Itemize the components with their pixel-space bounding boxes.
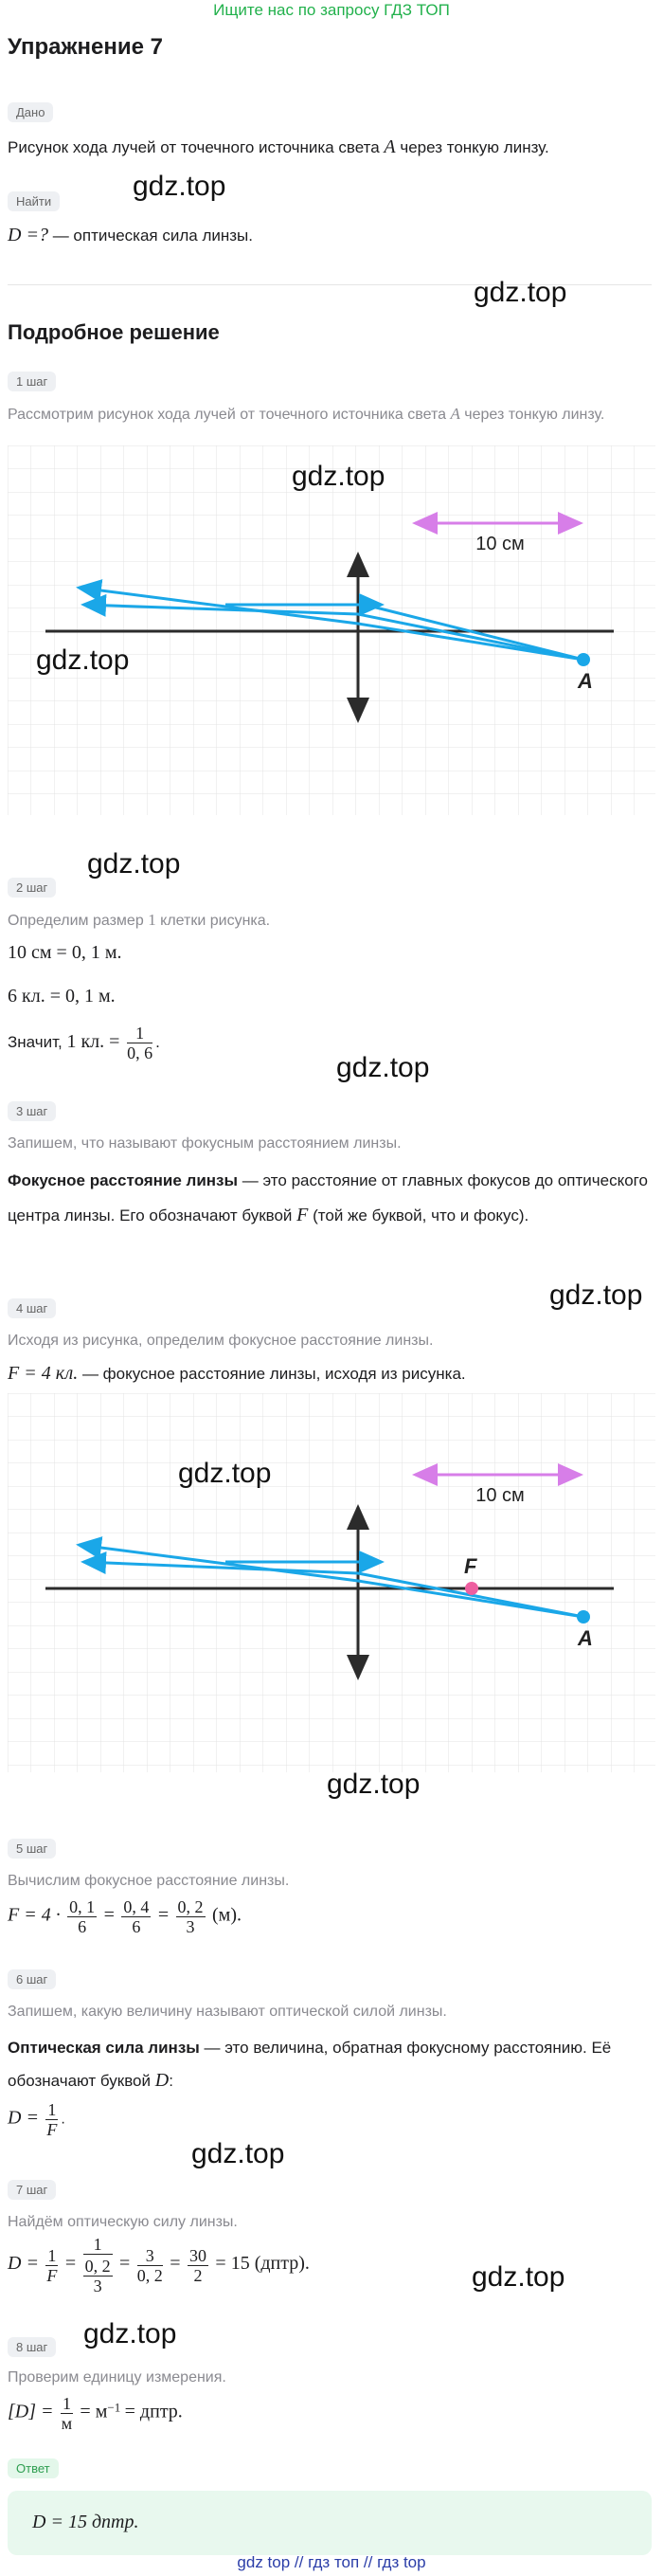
- watermark: gdz.top: [336, 1052, 430, 1083]
- step-3-muted: Запишем, что называют фокусным расстоянием линзы.: [8, 1135, 402, 1152]
- step-4-muted: Исходя из рисунка, определим фокусное расстояние линзы.: [8, 1333, 434, 1349]
- answer-box: [8, 2491, 652, 2555]
- figure-2-ray-diagram: [8, 1393, 655, 1772]
- find-badge: Найти: [8, 193, 60, 210]
- section-title: Подробное решение: [8, 320, 220, 344]
- watermark: gdz.top: [549, 1279, 643, 1311]
- search-banner[interactable]: Ищите нас по запросу ГДЗ ТОП: [213, 1, 450, 19]
- step-6-muted: Запишем, какую величину называют оптической силой линзы.: [8, 2004, 447, 2020]
- watermark: gdz.top: [327, 1769, 421, 1800]
- step-2-text: Определим размер 1 клетки рисунка.: [8, 911, 271, 929]
- step-6-badge: 6 шаг: [8, 1971, 56, 1988]
- step-1-badge: 1 шаг: [8, 373, 56, 390]
- watermark: gdz.top: [191, 2138, 285, 2169]
- grid: [8, 1393, 655, 1772]
- step-7-badge: 7 шаг: [8, 2182, 56, 2199]
- watermark: gdz.top: [472, 2261, 565, 2293]
- step-6-formula: D = $\frac{1}{F}$ .: [8, 2100, 65, 2139]
- watermark: gdz.top: [133, 171, 226, 202]
- step-4-badge: 4 шаг: [8, 1300, 56, 1317]
- source-point: [577, 1610, 590, 1624]
- step-3-text: Фокусное расстояние линзы — это расстояние от главных фокусов до оптического центра линзы. Его обозначают буквой F (той же буквой, что и фокус).: [8, 1171, 648, 1225]
- point-label: A: [578, 1626, 593, 1650]
- step-6-text: Оптическая сила линзы — это величина, обратная фокусному расстоянию. Её обозначают буквой D:: [8, 2039, 612, 2091]
- watermark: gdz.top: [474, 277, 567, 308]
- step-8-formula: [D] = $\frac{1}{м}$ = $м^{-1}$ = дптр.: [8, 2394, 183, 2433]
- step-2-line-2: 6 кл. = 0, 1 м.: [8, 986, 116, 1007]
- step-8-badge: 8 шаг: [8, 2339, 56, 2356]
- step-4-text: F = 4 кл. — фокусное расстояние линзы, исходя из рисунка.: [8, 1363, 466, 1384]
- step-2-badge: 2 шаг: [8, 880, 56, 897]
- figure-1-ray-diagram: [8, 445, 655, 815]
- watermark: gdz.top: [87, 848, 181, 880]
- page-title: Упражнение 7: [8, 34, 163, 60]
- focus-point: [465, 1582, 478, 1595]
- watermark: gdz.top: [292, 461, 385, 492]
- step-5-muted: Вычислим фокусное расстояние линзы.: [8, 1873, 290, 1889]
- watermark: gdz.top: [36, 644, 130, 676]
- focus-label: F: [464, 1554, 477, 1578]
- step-5-formula: F = 4 · $\frac{0, 1}{6}$ = $\frac{0, 4}{6}$ = $\frac{0, 2}{3}$ (м).: [8, 1897, 242, 1936]
- given-text: Рисунок хода лучей от точечного источника света A через тонкую линзу.: [8, 136, 549, 157]
- watermark: gdz.top: [83, 2318, 177, 2349]
- step-2-line-1: 10 см = 0, 1 м.: [8, 942, 122, 963]
- step-5-badge: 5 шаг: [8, 1841, 56, 1858]
- step-7-formula: D = $\frac{1}{F}$ = 1 0, 2 3 = $\frac{3}{0, 2}$ = $\frac{30}{2}$ = 15 (дптр).: [8, 2235, 310, 2295]
- find-text: D =? — оптическая сила линзы.: [8, 225, 253, 245]
- step-3-badge: 3 шаг: [8, 1103, 56, 1120]
- step-2-line-3: Значит, 1 кл. = $\frac{1}{0, 6}$ .: [8, 1024, 160, 1062]
- footer-links[interactable]: gdz top // гдз топ // гдз top: [237, 2553, 426, 2571]
- answer-badge: Ответ: [8, 2460, 59, 2477]
- given-badge: Дано: [8, 104, 53, 121]
- point-label: A: [578, 669, 593, 693]
- scale-label: 10 см: [475, 534, 525, 554]
- scale-label: 10 см: [475, 1485, 525, 1506]
- step-8-muted: Проверим единицу измерения.: [8, 2369, 226, 2386]
- watermark: gdz.top: [178, 1458, 272, 1489]
- answer-text: D = 15 дптр.: [32, 2512, 139, 2532]
- step-7-muted: Найдём оптическую силу линзы.: [8, 2214, 238, 2230]
- source-point: [577, 653, 590, 666]
- step-1-text: Рассмотрим рисунок хода лучей от точечного источника света A через тонкую линзу.: [8, 405, 605, 423]
